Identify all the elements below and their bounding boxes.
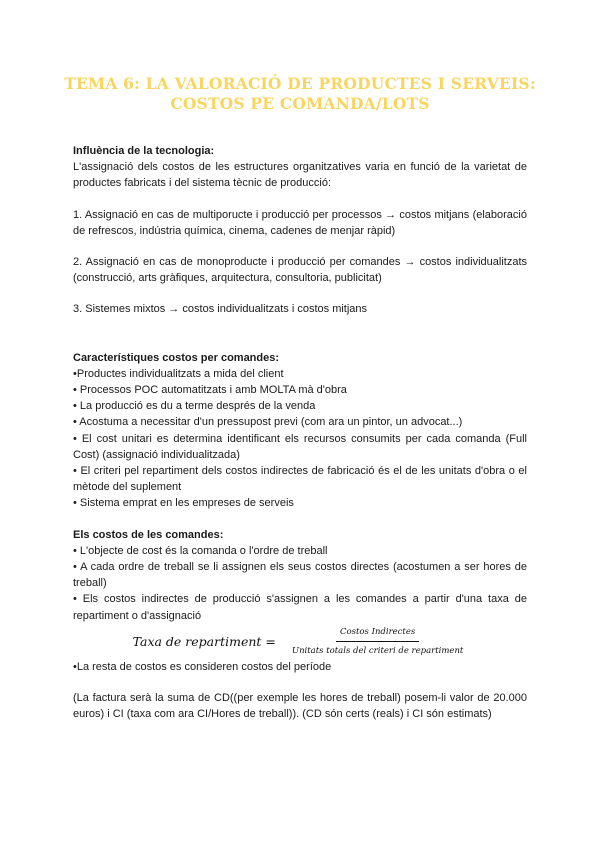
order-cost-bullet: • A cada ordre de treball se li assignen els seus costos directes (acostumen a ser hores de treball) — [73, 561, 527, 590]
characteristic-bullet: • La producció es du a terme després de la venda — [73, 400, 316, 413]
formula-lhs: Taxa de repartiment = — [132, 633, 276, 649]
characteristic-bullet: • Processos POC automatitzats i amb MOLTA mà d'obra — [73, 384, 347, 397]
point-2: 2. Assignació en cas de monoproducte i producció per comandes → costos individualitzats (construcció, arts gràfiques, arquitectura, consultoria, publicitat) — [73, 256, 527, 285]
title-line-1: TEMA 6: LA VALORACIÓ DE PRODUCTES I SERVEIS: — [64, 74, 536, 93]
point-3: 3. Sistemes mixtos → costos individualitzats i costos mitjans — [73, 303, 368, 316]
section-intro: L'assignació dels costos de les estructures organitzatives varia en funció de la varietat de productes fabricats i del sistema tècnic de producció: — [73, 161, 527, 190]
characteristic-bullet: • El cost unitari es determina identificant els recursos consumits per cada comanda (Full Cost) (assignació individualitzada) — [73, 432, 527, 461]
characteristic-bullet: •Productes individualitzats a mida del client — [73, 367, 284, 380]
point-1: 1. Assignació en cas de multiporucte i producció per processos → costos mitjans (elaboració de refrescos, indústria química, cinema, cadenes de menjar ràpid) — [73, 208, 527, 237]
order-cost-bullet: • Els costos indirectes de producció s'assignen a les comandes a partir d'una taxa de repartiment o d'assignació — [73, 593, 527, 622]
formula-denominator: Unitats totals del criteri de repartiment — [291, 646, 464, 657]
order-cost-bullet: • L'objecte de cost és la comanda o l'ordre de treball — [73, 544, 328, 557]
characteristic-bullet: • El criteri pel repartiment dels costos indirectes de fabricació és el de les unitats d'obra o el mètode del suplement — [73, 465, 527, 494]
document-body — [73, 143, 527, 722]
section-heading-characteristics: Característiques costos per comandes: — [73, 351, 280, 364]
remaining-costs-line: •La resta de costos es consideren costos del període — [73, 660, 332, 673]
characteristic-bullet: • Sistema emprat en les empreses de serveis — [73, 497, 294, 510]
page-title — [40, 74, 560, 114]
characteristic-bullet: • Acostuma a necessitar d'un pressupost previ (com ara un pintor, un advocat...) — [73, 416, 463, 429]
allocation-rate-formula — [73, 628, 527, 656]
section-heading-order-costs: Els costos de les comandes: — [73, 528, 224, 541]
section-heading-technology: Influència de la tecnologia: — [73, 145, 215, 157]
formula-fraction — [288, 624, 467, 659]
title-line-2: COSTOS PE COMANDA/LOTS — [170, 94, 430, 113]
invoice-note: (La factura serà la suma de CD((per exemple les hores de treball) posem-li valor de 20.000 euros) i CI (taxa com ara CI/Hores de treball)). (CD són certs (reals) i CI són estimats) — [73, 692, 527, 721]
formula-numerator: Costos Indirectes — [336, 624, 419, 642]
